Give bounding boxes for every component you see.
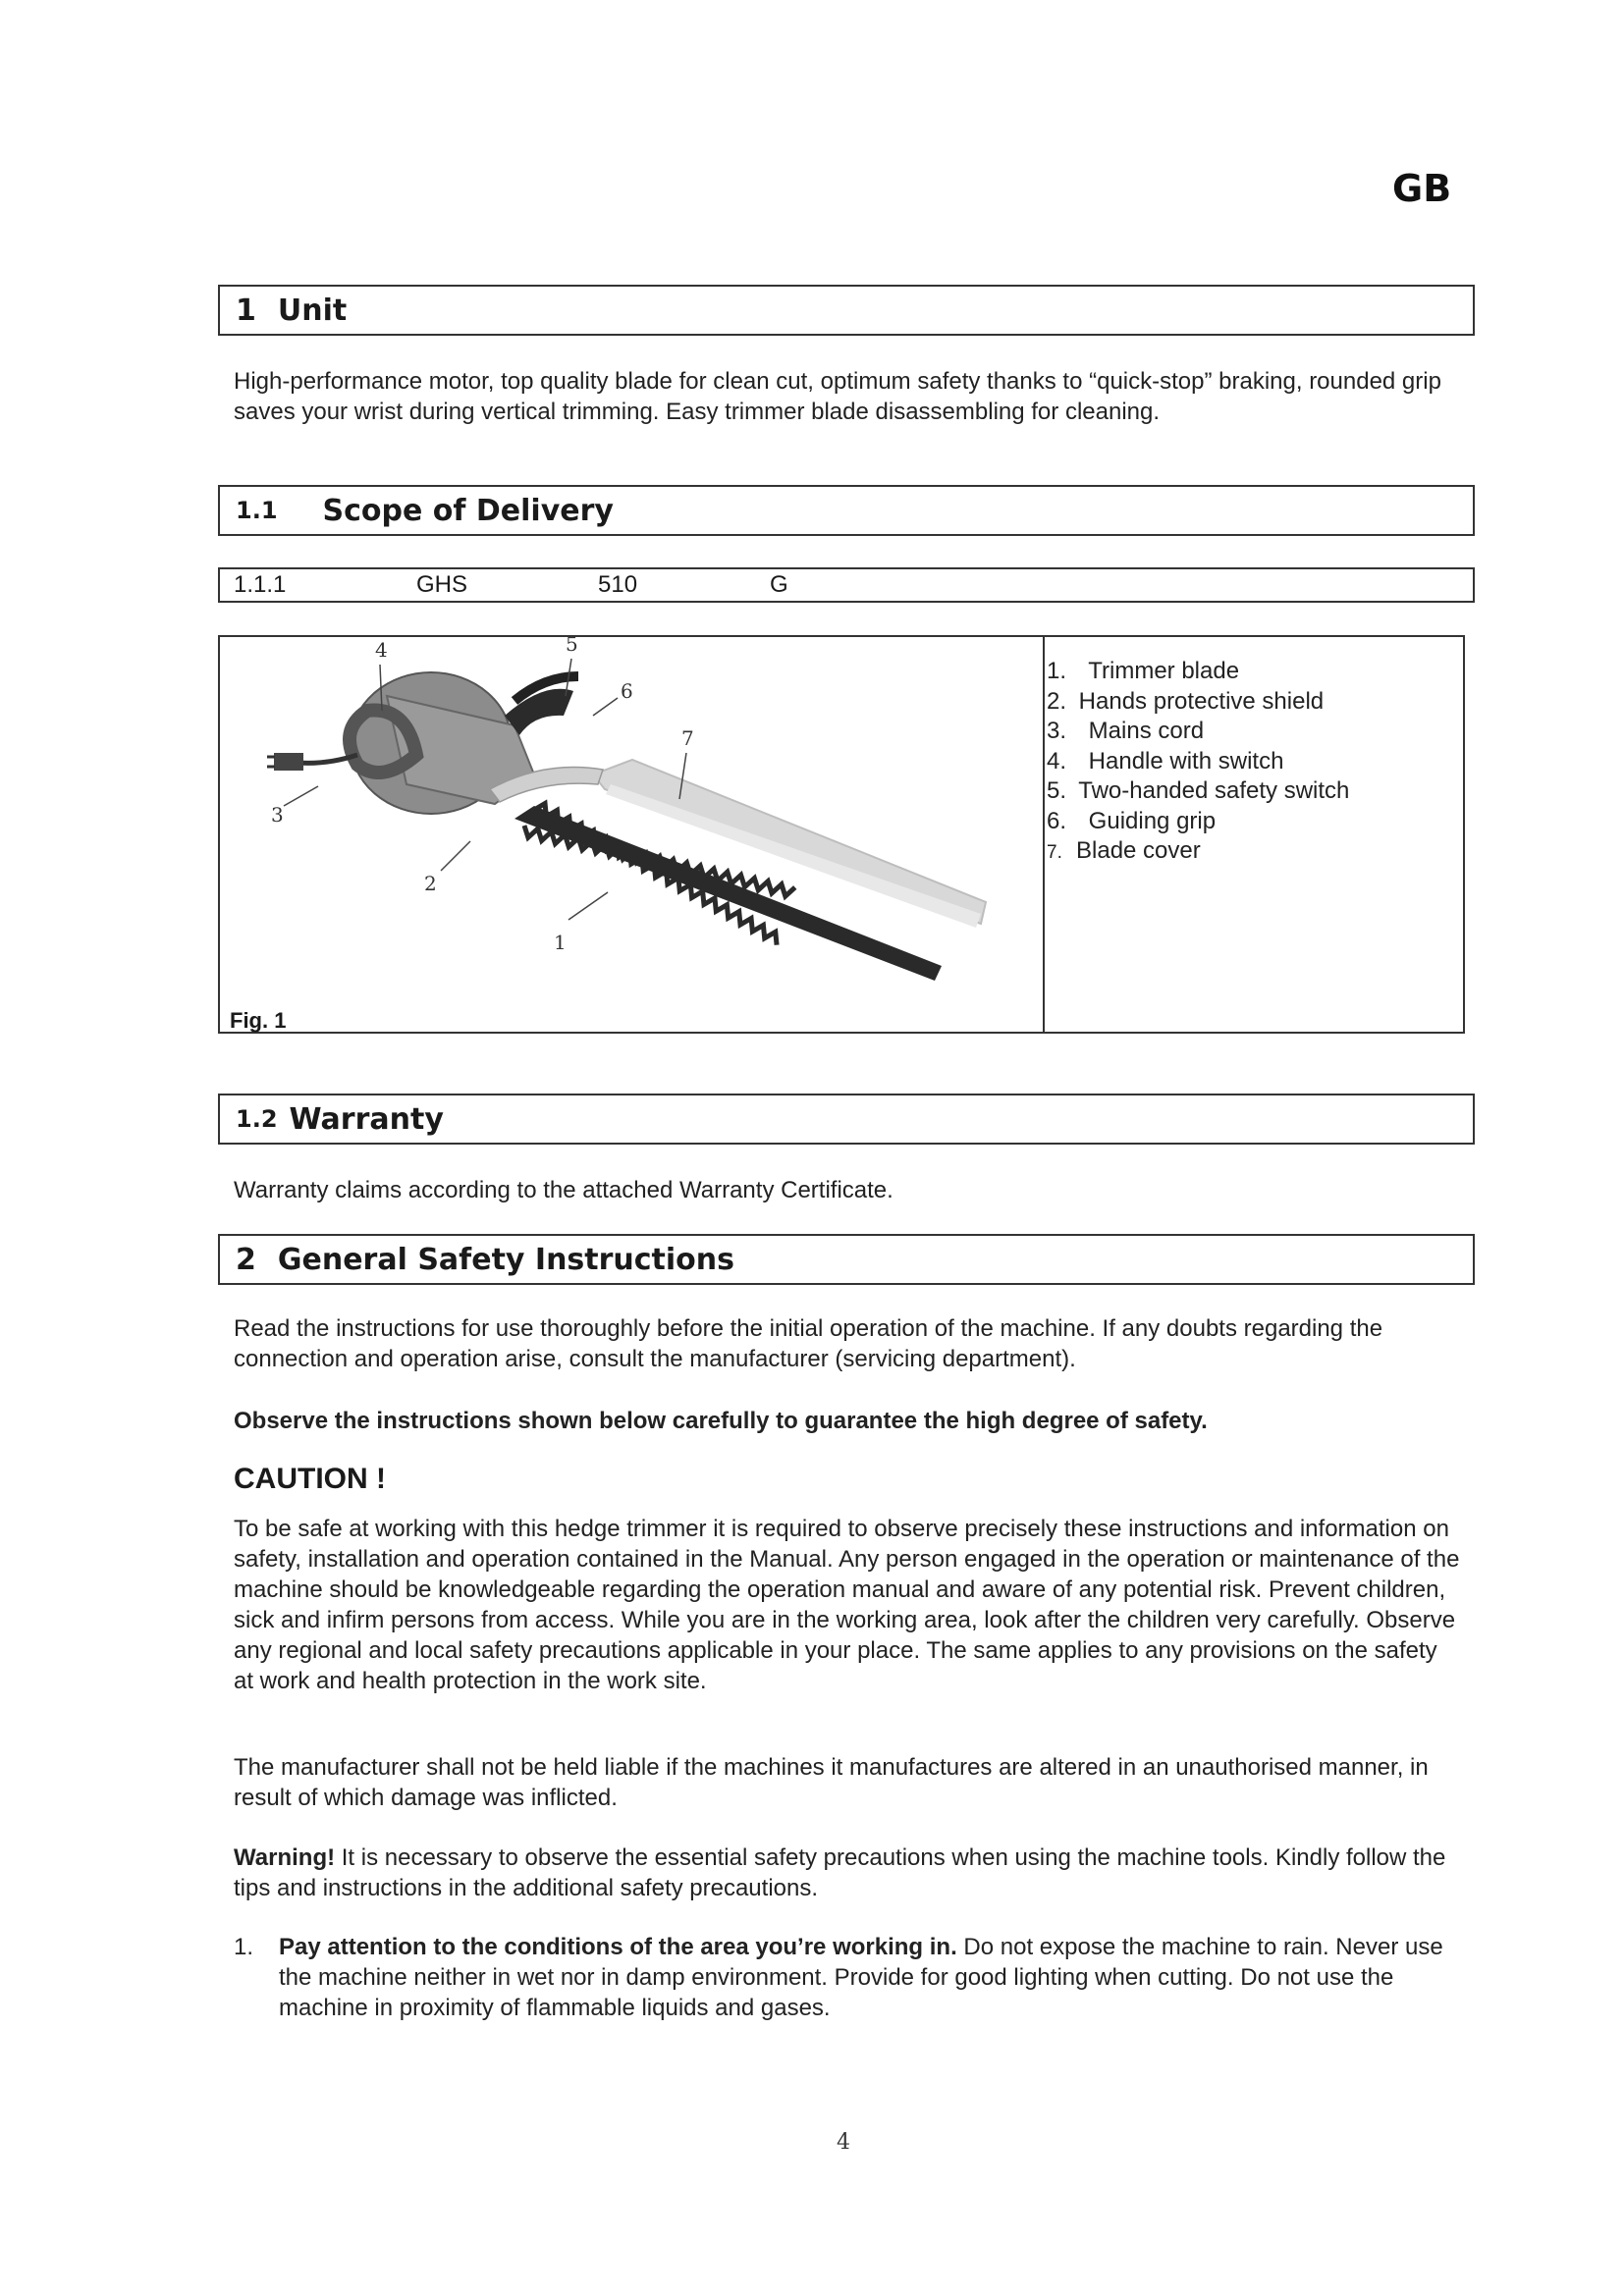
section-heading-warranty: [218, 1094, 1475, 1145]
warranty-text: Warranty claims according to the attached Warranty Certificate.: [234, 1177, 893, 1203]
section-number: 1.1: [236, 497, 278, 524]
callout-2: 2: [424, 872, 437, 895]
figure-cell: [220, 637, 1045, 1032]
hedge-trimmer-illustration: [220, 637, 1041, 1010]
subsection-row: [218, 567, 1475, 603]
section-title: Unit: [277, 293, 348, 328]
list-item: 3. Mains cord: [1047, 718, 1205, 744]
list-item: 5. Two-handed safety switch: [1047, 777, 1350, 804]
list-number: 1.: [234, 1934, 254, 1960]
figure-table: [218, 635, 1465, 1034]
safety-intro: Read the instructions for use thoroughly before the initial operation of the machine. If any doubts regarding the connection and operation arise, consult the manufacturer (servicing department).: [234, 1315, 1383, 1372]
unit-description: High-performance motor, top quality blade for clean cut, optimum safety thanks to “quick-stop” braking, rounded grip saves your wrist during vertical trimming. Easy trimmer blade disassembling for cleaning.: [234, 368, 1441, 425]
section-number: 1: [236, 293, 256, 328]
section-heading-safety: [218, 1234, 1475, 1285]
callout-3: 3: [271, 803, 284, 827]
list-item: [234, 1932, 1461, 2023]
list-item: 2. Hands protective shield: [1047, 687, 1325, 715]
list-item-text: Do not expose the machine to rain. Never use the machine neither in wet nor in damp environment. Provide for good lighting when cutting. Do not use the machine in proximity of flammable liquids and gases.: [279, 1934, 1443, 2021]
figure-label: Fig. 1: [230, 1008, 287, 1033]
leader-line-2: [441, 841, 470, 871]
callout-1: 1: [554, 931, 567, 954]
page-number: 4: [837, 2130, 850, 2155]
leader-line-1: [568, 892, 608, 920]
leader-line-6: [593, 698, 618, 716]
leader-line-3: [284, 786, 318, 806]
callout-7: 7: [681, 726, 694, 750]
section-title: Scope of Delivery: [322, 493, 614, 528]
model-suffix: G: [770, 571, 788, 598]
model-number: 510: [598, 571, 638, 598]
section-heading-unit: [218, 285, 1475, 336]
language-code: GB: [1392, 167, 1452, 210]
list-item: 1. Trimmer blade: [1047, 658, 1240, 684]
section-number: 1.2: [236, 1105, 278, 1133]
model-name: GHS: [416, 571, 468, 598]
callout-6: 6: [621, 679, 633, 703]
callout-5: 5: [566, 637, 578, 656]
list-item: 6. Guiding grip: [1047, 807, 1217, 834]
section-title: Warranty: [289, 1101, 444, 1137]
subsection-number: 1.1.1: [234, 571, 287, 598]
callout-4: 4: [375, 638, 388, 662]
observe-statement: Observe the instructions shown below carefully to guarantee the high degree of safety.: [234, 1408, 1208, 1434]
parts-list: [1047, 657, 1349, 869]
plug: [274, 753, 303, 771]
liability-text: The manufacturer shall not be held liable if the machines it manufactures are altered in an unauthorised manner, in result of which damage was inflicted.: [234, 1754, 1429, 1811]
list-item: 4. Handle with switch: [1047, 747, 1284, 774]
section-number: 2: [236, 1242, 256, 1277]
section-heading-scope: [218, 485, 1475, 536]
caution-heading: CAUTION !: [234, 1463, 386, 1495]
warning-label: Warning!: [234, 1844, 336, 1871]
caution-text: To be safe at working with this hedge trimmer it is required to observe precisely these instructions and information on safety, installation and operation contained in the Manual. Any person engaged in the operation or maintenance of the machine should be knowledgeable regarding the operation manual and aware of any potential risk. Prevent children, sick and infirm persons from access. While you are in the working area, look after the children very carefully. Observe any regional and local safety precautions applicable in your place. The same applies to any provisions on the safety at work and health protection in the work site.: [234, 1516, 1460, 1694]
warning-text: It is necessary to observe the essential safety precautions when using the machine tools. Kindly follow the tips and instructions in the additional safety precautions.: [234, 1844, 1446, 1901]
warning-paragraph: [234, 1842, 1461, 1903]
list-item: 7. Blade cover: [1047, 837, 1201, 864]
list-item-lead: Pay attention to the conditions of the area you’re working in.: [279, 1934, 957, 1960]
section-title: General Safety Instructions: [277, 1242, 735, 1277]
